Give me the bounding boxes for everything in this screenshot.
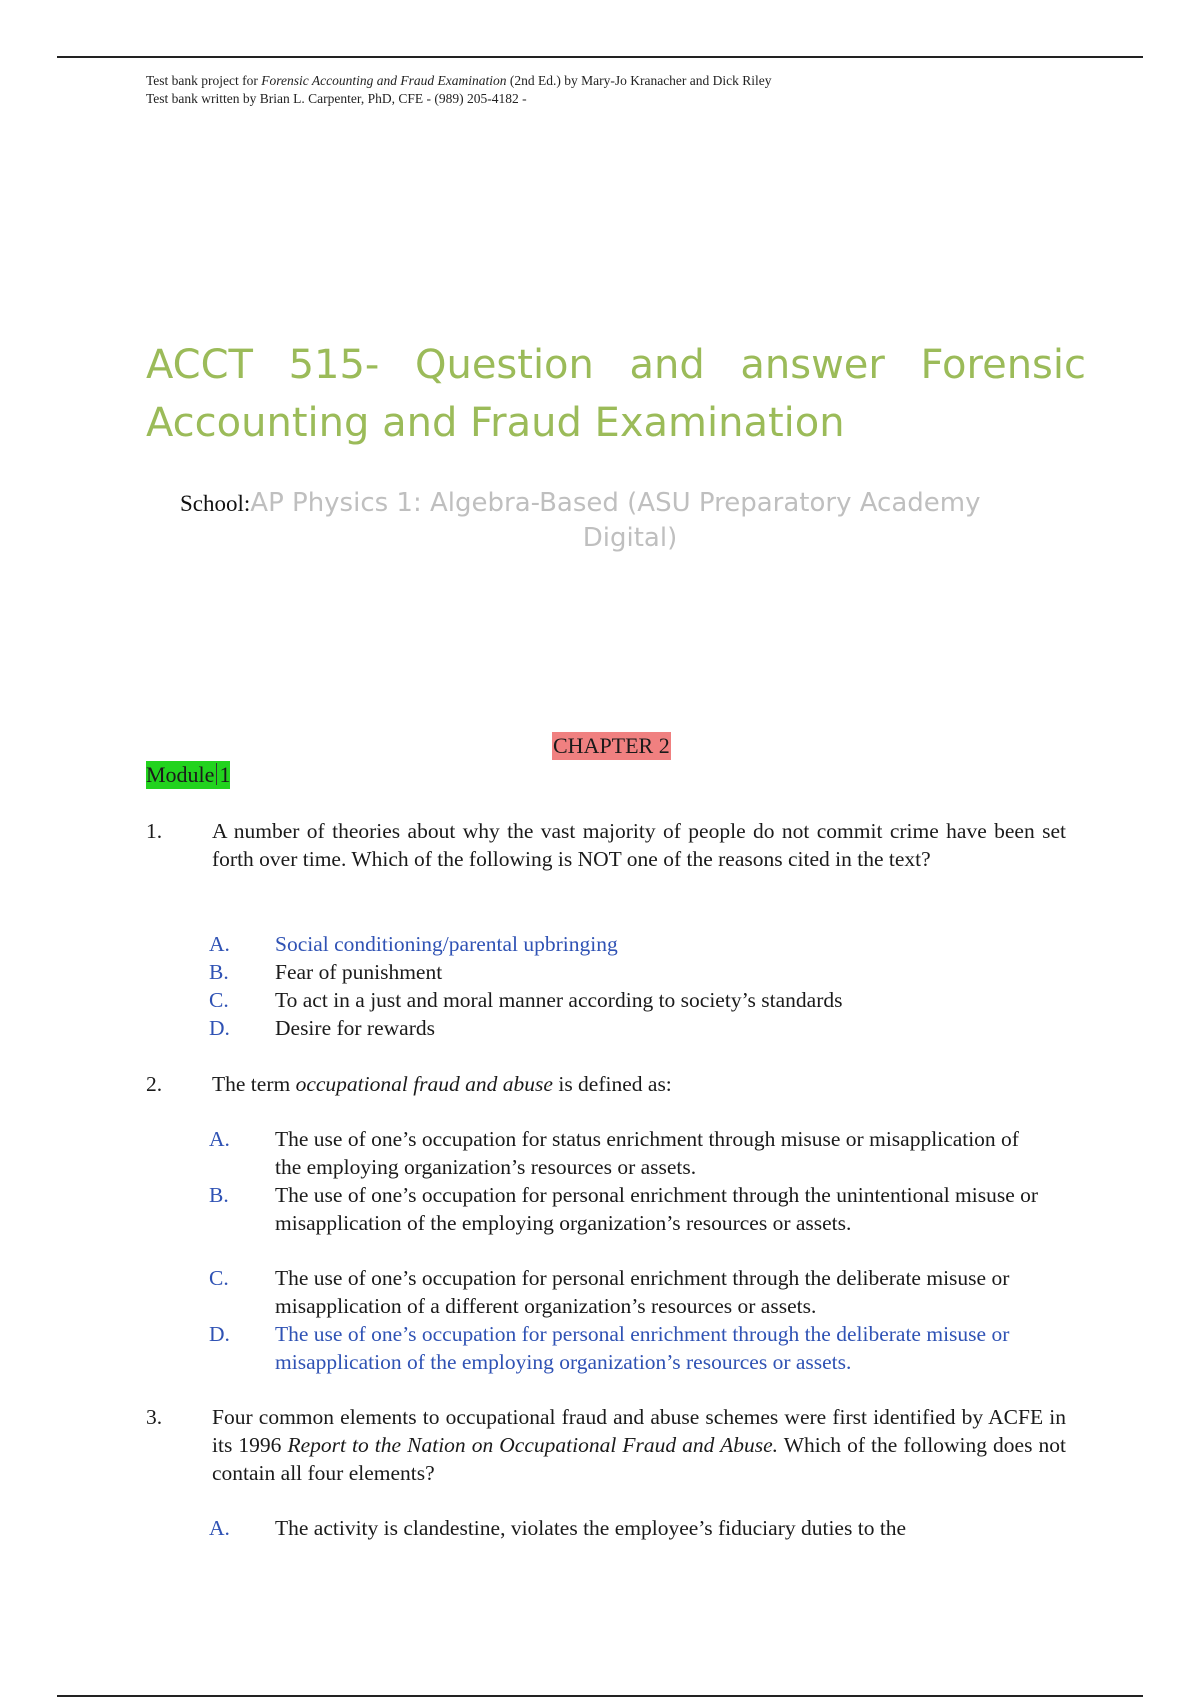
question-number: 2. bbox=[146, 1072, 163, 1096]
question-1-option-c: C. To act in a just and moral manner according to society’s standards bbox=[209, 988, 843, 1012]
question-1-option-a: A. Social conditioning/parental upbringing bbox=[209, 932, 618, 956]
header-line-2: Test bank written by Brian L. Carpenter, PhD, CFE - (989) 205-4182 - bbox=[146, 91, 527, 106]
top-rule bbox=[57, 56, 1143, 58]
question-2-option-d: D. The use of one’s occupation for personal enrichment through the deliberate misuse or misapplication of the employing organization’s resources or assets. bbox=[209, 1322, 1010, 1374]
question-stem: Four common elements to occupational fraud and abuse schemes were first identified by ACFE in its 1996 Report to the Nation on Occupational Fraud and Abuse. Which of the following does not contain all four elements? bbox=[212, 1405, 1066, 1485]
question-1-option-d: D. Desire for rewards bbox=[209, 1016, 435, 1040]
page-header bbox=[146, 72, 772, 108]
school-value: AP Physics 1: Algebra-Based (ASU Preparatory Academy bbox=[250, 488, 981, 518]
question-stem: A number of theories about why the vast majority of people do not commit crime have been set forth over time. Which of the following is NOT one of the reasons cited in the text? bbox=[212, 819, 1066, 871]
report-title: Report to the Nation on Occupational Fraud and Abuse. bbox=[287, 1433, 779, 1457]
header-book-title: Forensic Accounting and Fraud Examination bbox=[261, 73, 507, 88]
chapter-heading: CHAPTER 2 bbox=[553, 733, 670, 758]
question-2 bbox=[146, 1070, 1066, 1098]
bottom-rule bbox=[57, 1695, 1143, 1697]
question-1 bbox=[146, 817, 1066, 873]
school-value-continued: Digital) bbox=[582, 523, 678, 553]
question-3-option-a: A. The activity is clandestine, violates the employee’s fiduciary duties to the bbox=[209, 1516, 907, 1540]
text-cursor bbox=[216, 763, 217, 785]
question-2-option-b: B. The use of one’s occupation for personal enrichment through the unintentional misuse or misapplication of the employing organization’s resources or assets. bbox=[209, 1183, 1039, 1235]
question-2-option-c: C. The use of one’s occupation for personal enrichment through the deliberate misuse or misapplication of a different organization’s resources or assets. bbox=[209, 1266, 1010, 1318]
module-heading: Module 1 bbox=[146, 762, 231, 787]
school-label: School: bbox=[180, 491, 251, 516]
question-3 bbox=[146, 1403, 1066, 1487]
document-title: ACCT 515- Question and answer Forensic Accounting and Fraud Examination bbox=[146, 342, 1086, 446]
question-1-option-b: B. Fear of punishment bbox=[209, 960, 443, 984]
school-line bbox=[180, 486, 1080, 555]
question-number: 1. bbox=[146, 819, 163, 843]
question-2-option-a: A. The use of one’s occupation for status enrichment through misuse or misapplication of the employing organization’s resources or assets. bbox=[209, 1127, 1019, 1179]
question-stem: The term occupational fraud and abuse is defined as: bbox=[212, 1072, 672, 1096]
defined-term: occupational fraud and abuse bbox=[295, 1072, 553, 1096]
question-number: 3. bbox=[146, 1405, 163, 1429]
header-line-1: Test bank project for Forensic Accounting and Fraud Examination (2nd Ed.) by Mary-Jo Kranacher and Dick Riley bbox=[146, 73, 772, 88]
